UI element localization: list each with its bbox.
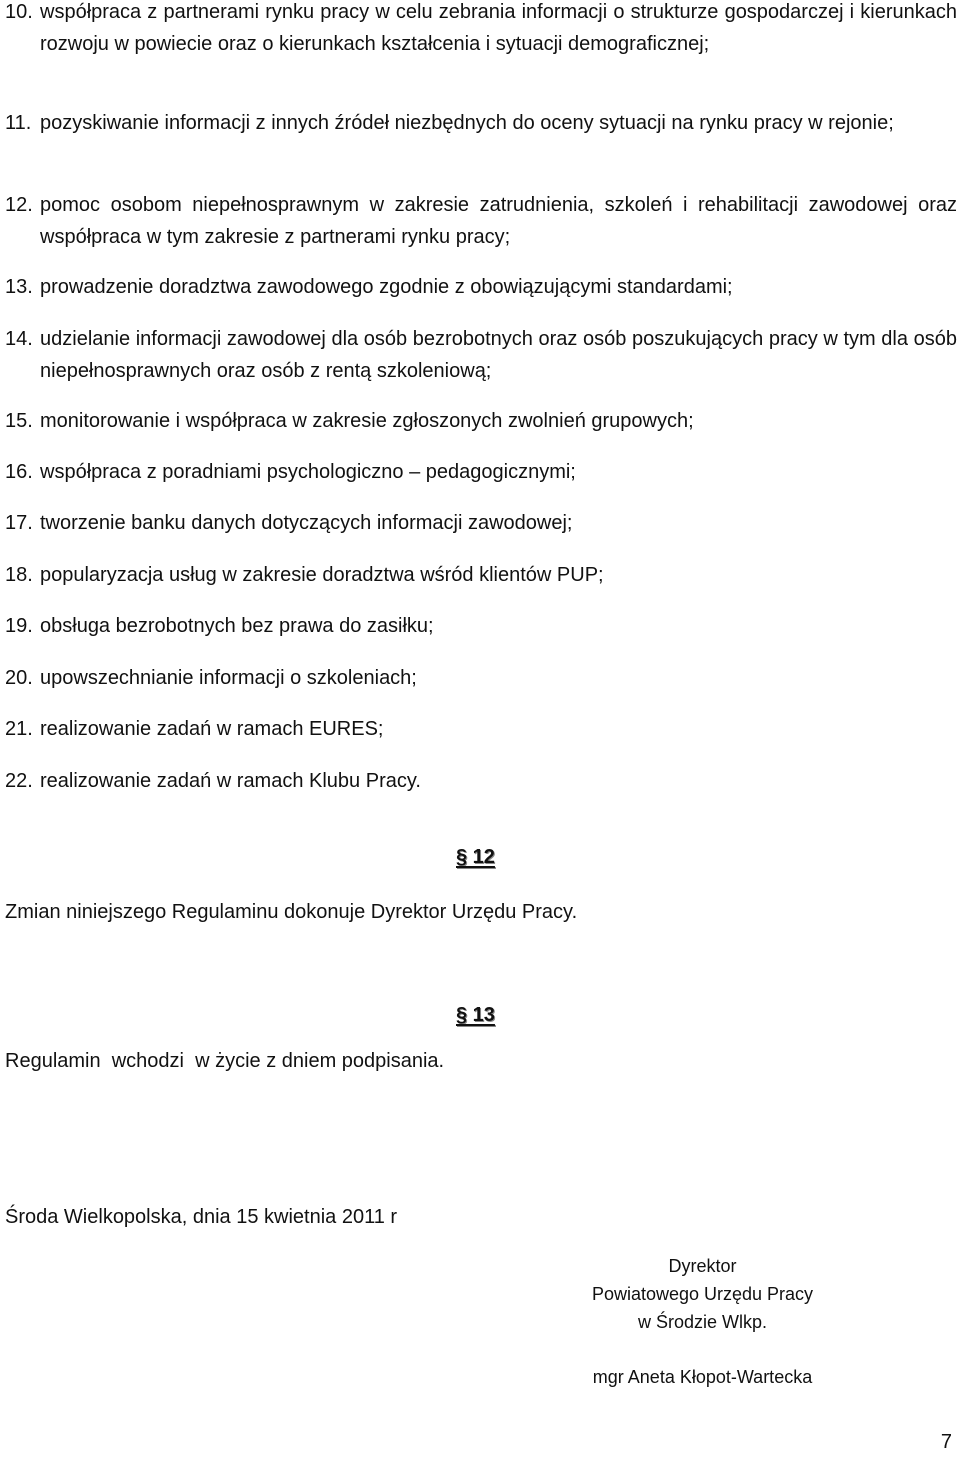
list-text: tworzenie banku danych dotyczących informacji zawodowej;	[40, 512, 573, 534]
list-item-14	[5, 323, 957, 387]
list-item-12	[5, 189, 957, 253]
list-text: realizowanie zadań w ramach EURES;	[40, 718, 384, 740]
list-item-17	[5, 507, 957, 539]
list-item-15	[5, 405, 957, 437]
list-number: 22.	[5, 770, 33, 792]
signature-location: w Środzie Wlkp.	[637, 1312, 768, 1332]
list-text: realizowanie zadań w ramach Klubu Pracy.	[40, 770, 421, 792]
signature-block	[560, 1252, 845, 1336]
list-number: 19.	[5, 615, 33, 637]
list-number: 14.	[5, 328, 33, 350]
list-text: prowadzenie doradztwa zawodowego zgodnie z obowiązującymi standardami;	[40, 276, 733, 298]
list-item-22	[5, 765, 957, 797]
list-item-20	[5, 662, 957, 694]
list-number: 15.	[5, 410, 33, 432]
list-item-13	[5, 271, 957, 303]
list-item-19	[5, 610, 957, 642]
signature-title: Dyrektor	[668, 1256, 737, 1276]
list-number: 13.	[5, 276, 33, 298]
list-text: monitorowanie i współpraca w zakresie zgłoszonych zwolnień grupowych;	[40, 410, 694, 432]
page-number: 7	[940, 1431, 952, 1453]
section-13-heading: § 13	[456, 1004, 495, 1026]
list-text: udzielanie informacji zawodowej dla osób bezrobotnych oraz osób poszukujących pracy w tym dla osób niepełnosprawnych oraz osób z rentą szkoleniową;	[40, 328, 957, 382]
section-12-heading: § 12	[456, 846, 495, 868]
list-item-21	[5, 713, 957, 745]
list-text: obsługa bezrobotnych bez prawa do zasiłku;	[40, 615, 434, 637]
list-number: 10.	[5, 1, 33, 23]
signature-office: Powiatowego Urzędu Pracy	[591, 1284, 814, 1304]
list-text: współpraca z partnerami rynku pracy w celu zebrania informacji o strukturze gospodarczej i kierunkach rozwoju w powiecie oraz o kierunkach kształcenia i sytuacji demograficznej;	[40, 1, 957, 55]
list-item-11	[5, 107, 957, 139]
place-and-date: Środa Wielkopolska, dnia 15 kwietnia 2011 r	[5, 1206, 398, 1228]
list-text: pomoc osobom niepełnosprawnym w zakresie zatrudnienia, szkoleń i rehabilitacji zawodowej oraz współpraca w tym zakresie z partnerami rynku pracy;	[40, 194, 957, 248]
list-number: 12.	[5, 194, 33, 216]
list-text: współpraca z poradniami psychologiczno – pedagogicznymi;	[40, 461, 576, 483]
list-item-10	[5, 0, 957, 60]
list-text: upowszechnianie informacji o szkoleniach;	[40, 667, 417, 689]
list-number: 21.	[5, 718, 33, 740]
list-item-16	[5, 456, 957, 488]
list-item-18	[5, 559, 957, 591]
list-number: 18.	[5, 564, 33, 586]
list-number: 20.	[5, 667, 33, 689]
list-number: 11.	[5, 112, 32, 134]
list-number: 17.	[5, 512, 33, 534]
section-13-text: Regulamin wchodzi w życie z dniem podpisania.	[5, 1050, 445, 1072]
signature-name: mgr Aneta Kłopot-Wartecka	[592, 1367, 813, 1387]
section-12-text: Zmian niniejszego Regulaminu dokonuje Dyrektor Urzędu Pracy.	[5, 901, 578, 923]
list-number: 16.	[5, 461, 33, 483]
list-text: pozyskiwanie informacji z innych źródeł niezbędnych do oceny sytuacji na rynku pracy w rejonie;	[40, 112, 894, 134]
list-text: popularyzacja usług w zakresie doradztwa wśród klientów PUP;	[40, 564, 604, 586]
